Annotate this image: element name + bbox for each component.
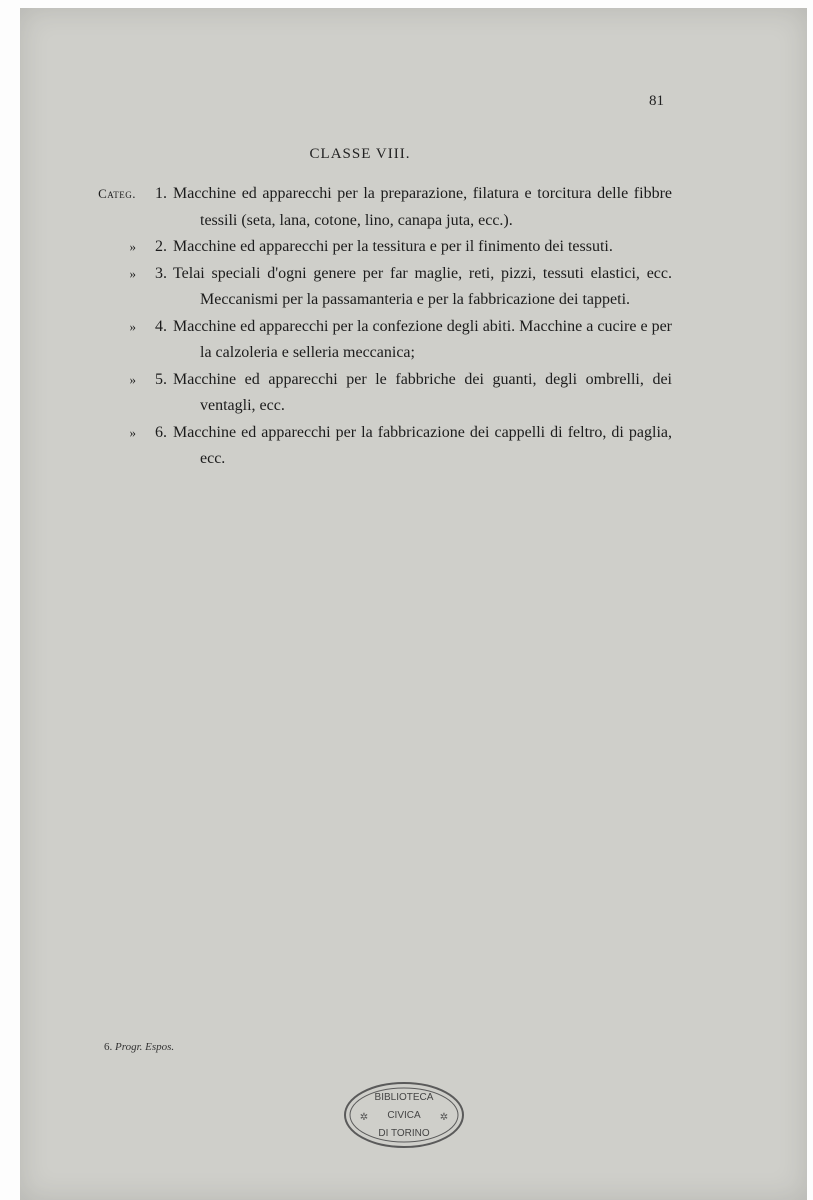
category-label: Categ. [98, 186, 136, 201]
ditto-mark: » [129, 371, 136, 387]
printer-signature [104, 1041, 174, 1053]
category-list [72, 181, 672, 473]
entry-text: Macchine ed apparecchi per la tessitura e per il finimento dei tessuti. [173, 238, 613, 255]
signature-number: 6. [104, 1041, 113, 1053]
section-heading: CLASSE VIII. [309, 146, 411, 162]
library-stamp [342, 1080, 466, 1150]
ditto-mark: » [129, 318, 136, 334]
signature-text: Progr. Espos. [115, 1041, 175, 1053]
list-item [72, 234, 672, 261]
list-item [72, 420, 672, 473]
list-item [72, 261, 672, 314]
entry-number: 6. [155, 423, 167, 441]
list-item [72, 314, 672, 367]
list-item [72, 367, 672, 420]
star-icon: ✲ [439, 1112, 449, 1123]
entry-number: 5. [155, 370, 167, 388]
stamp-line3: DI TORINO [378, 1128, 430, 1139]
ditto-mark: » [129, 424, 136, 440]
entry-text: Macchine ed apparecchi per la confezione degli abiti. Macchine a cucire e per la calzoleria e selleria meccanica; [173, 317, 672, 361]
entry-text: Macchine ed apparecchi per la preparazione, filatura e torcitura delle fibbre tessili (seta, lana, cotone, lino, canapa juta, ecc.). [173, 185, 672, 229]
entry-text: Macchine ed apparecchi per le fabbriche dei guanti, degli ombrelli, dei ventagli, ecc. [173, 370, 672, 414]
entry-text: Telai speciali d'ogni genere per far maglie, reti, pizzi, tessuti elastici, ecc. Meccanismi per la passamanteria e per la fabbricazione dei tappeti. [173, 264, 672, 308]
ditto-mark: » [129, 265, 136, 281]
ditto-mark: » [129, 239, 136, 254]
entry-number: 1. [155, 185, 167, 202]
entry-number: 4. [155, 317, 167, 335]
entry-number: 3. [155, 264, 167, 282]
stamp-line1: BIBLIOTECA [374, 1092, 434, 1103]
page-number: 81 [649, 93, 664, 109]
list-item [72, 181, 672, 234]
entry-text: Macchine ed apparecchi per la fabbricazione dei cappelli di feltro, di paglia, ecc. [173, 423, 672, 467]
stamp-line2: CIVICA [387, 1110, 421, 1121]
star-icon: ✲ [359, 1112, 369, 1123]
entry-number: 2. [155, 238, 167, 255]
